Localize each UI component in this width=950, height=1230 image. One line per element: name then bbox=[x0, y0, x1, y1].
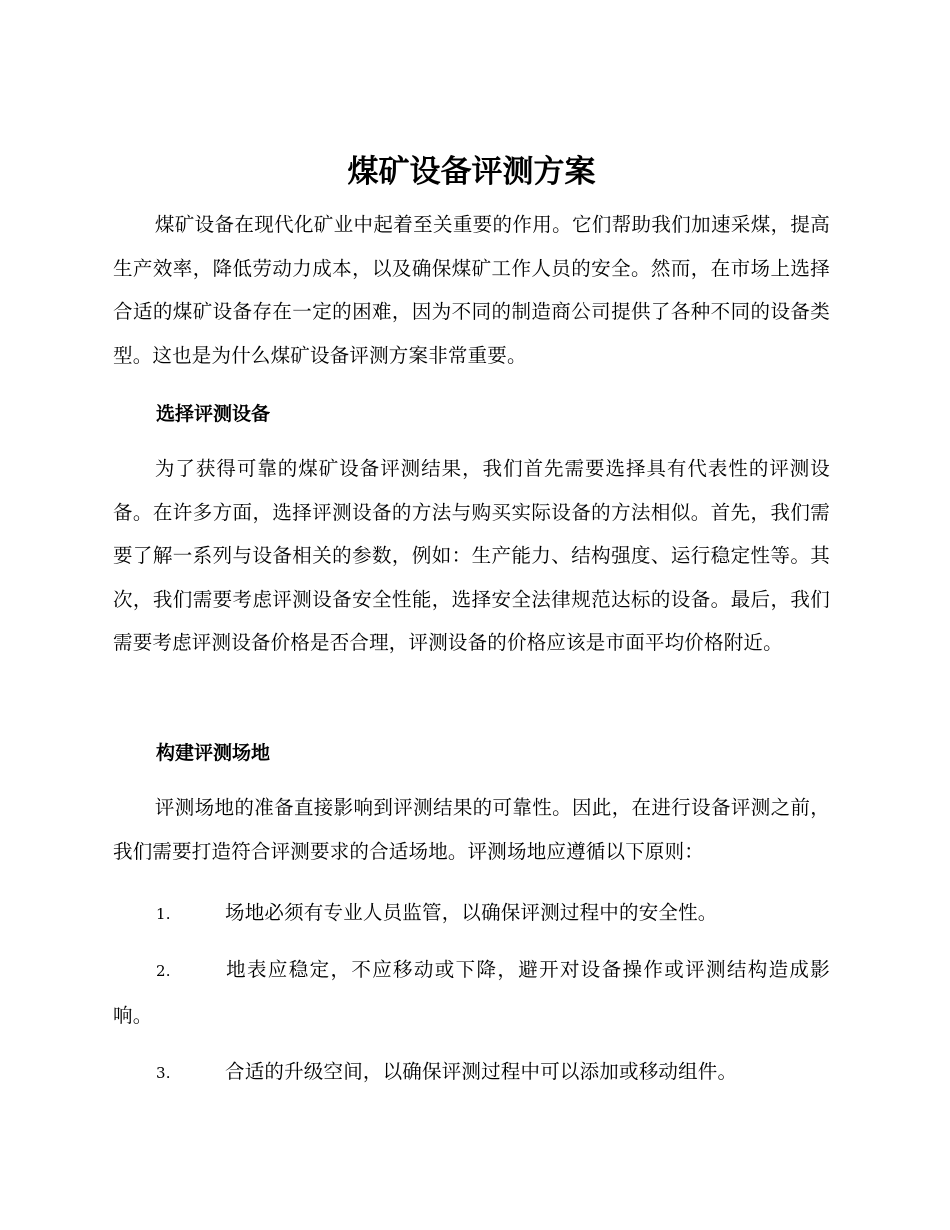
document-title: 煤矿设备评测方案 bbox=[347, 154, 596, 190]
section-heading-select-equipment: 选择评测设备 bbox=[156, 403, 271, 425]
intro-paragraph: 煤矿设备在现代化矿业中起着至关重要的作用。它们帮助我们加速采煤，提高生产效率，降低劳动力成本，以及确保煤矿工作人员的安全。然而，在市场上选择合适的煤矿设备存在一定的困难，因为不同的制造商公司提供了各种不同的设备类型。这也是为什么煤矿设备评测方案非常重要。 bbox=[113, 213, 830, 367]
list-item-text: 地表应稳定，不应移动或下降，避开对设备操作或评测结构造成影响。 bbox=[113, 958, 830, 1027]
list-item-number: 3. bbox=[156, 1064, 171, 1082]
list-item-number: 2. bbox=[156, 962, 171, 980]
section-body-build-site: 评测场地的准备直接影响到评测结果的可靠性。因此，在进行设备评测之前，我们需要打造符合评测要求的合适场地。评测场地应遵循以下原则： bbox=[113, 796, 830, 863]
list-item bbox=[113, 891, 830, 937]
list-item-text: 合适的升级空间，以确保评测过程中可以添加或移动组件。 bbox=[225, 1060, 738, 1083]
list-item-number: 1. bbox=[156, 905, 171, 923]
section-body-select-equipment: 为了获得可靠的煤矿设备评测结果，我们首先需要选择具有代表性的评测设备。在许多方面，选择评测设备的方法与购买实际设备的方法相似。首先，我们需要了解一系列与设备相关的参数，例如：生产能力、结构强度、运行稳定性等。其次，我们需要考虑评测设备安全性能，选择安全法律规范达标的设备。最后，我们需要考虑评测设备价格是否合理，评测设备的价格应该是市面平均价格附近。 bbox=[113, 457, 830, 654]
list-item-text: 场地必须有专业人员监管，以确保评测过程中的安全性。 bbox=[225, 901, 718, 924]
list-item bbox=[113, 1050, 830, 1096]
section-heading-build-site: 构建评测场地 bbox=[156, 742, 271, 764]
list-item bbox=[113, 948, 830, 1037]
